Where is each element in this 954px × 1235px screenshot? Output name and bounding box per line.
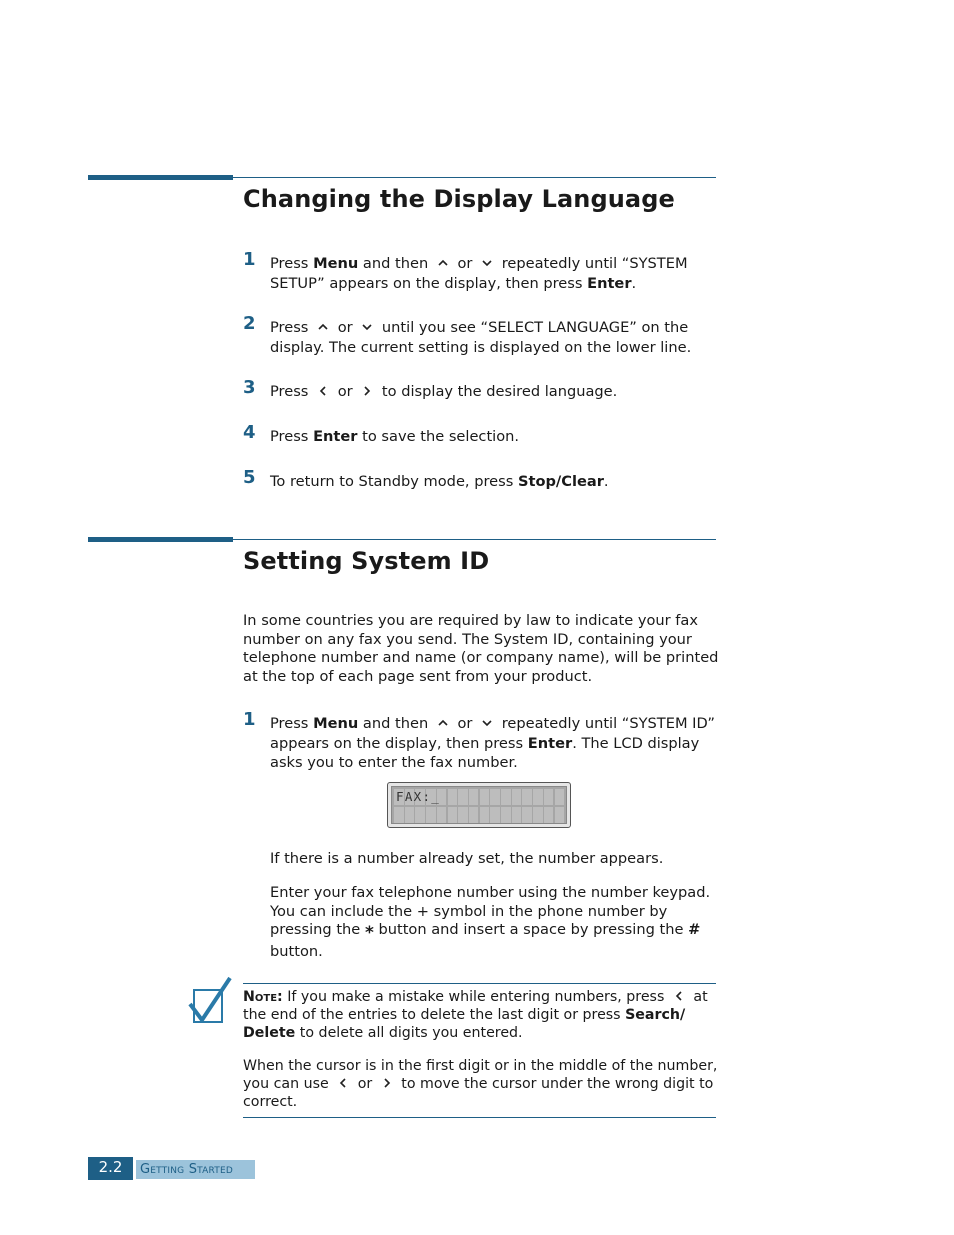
lcd-cell <box>501 789 511 805</box>
lcd-cell <box>544 807 554 823</box>
enter-number-paragraph: Enter your fax telephone number using the number keypad. You can include the + symbol in the phone number by pressing the * button and insert a space by pressing the # button. <box>270 884 711 961</box>
lcd-cell <box>512 789 522 805</box>
up-arrow-icon <box>436 716 450 730</box>
star-key-icon: * <box>364 923 374 944</box>
step-number: 3 <box>243 377 256 398</box>
down-arrow-icon <box>360 320 374 334</box>
step-number: 2 <box>243 313 256 334</box>
section-rule-thick <box>88 175 233 180</box>
intro-paragraph: In some countries you are required by law to indicate your fax number on any fax you send. The System ID, containing your telephone number and name (or company name), will be printed at the top of each page sent from your product. <box>243 612 719 686</box>
step-text: To return to Standby mode, press Stop/Clear. <box>270 473 609 490</box>
up-arrow-icon <box>436 256 450 270</box>
down-arrow-icon <box>480 716 494 730</box>
section-rule-thin <box>233 539 716 540</box>
note-top-rule <box>243 983 716 984</box>
step-text: Press Menu and then or repeatedly until “SYSTEM SETUP” appears on the display, then press Enter. <box>270 255 688 292</box>
lcd-cell <box>480 789 490 805</box>
left-arrow-icon <box>336 1076 350 1090</box>
step-number: 1 <box>243 709 256 730</box>
note-bottom-rule <box>243 1117 716 1118</box>
lcd-cell <box>480 807 490 823</box>
lcd-cell <box>522 807 532 823</box>
lcd-cell <box>426 807 436 823</box>
right-arrow-icon <box>380 1076 394 1090</box>
lcd-cell <box>501 807 511 823</box>
right-arrow-icon <box>360 384 374 398</box>
section-title-display-language: Changing the Display Language <box>243 185 675 213</box>
lcd-cell <box>522 789 532 805</box>
lcd-screen <box>391 786 567 824</box>
lcd-cell <box>448 789 458 805</box>
chapter-title: Getting Started <box>136 1160 255 1179</box>
lcd-cell <box>415 807 425 823</box>
lcd-cell <box>405 807 415 823</box>
note-paragraph-2: When the cursor is in the first digit or in the middle of the number, you can use or to move the cursor under the wrong digit to correct. <box>243 1058 718 1110</box>
note-label: Note: <box>243 989 283 1005</box>
section-rule-thick <box>88 537 233 542</box>
lcd-cell <box>490 807 500 823</box>
step-text: Press Menu and then or repeatedly until “SYSTEM ID” appears on the display, then press Enter. The LCD display asks you to enter the fax number. <box>270 715 715 771</box>
existing-number-paragraph: If there is a number already set, the number appears. <box>270 850 664 867</box>
lcd-cell <box>458 807 468 823</box>
step-text: Press or to display the desired language. <box>270 383 618 400</box>
step-text: Press or until you see “SELECT LANGUAGE” on the display. The current setting is displayed on the lower line. <box>270 319 692 356</box>
lcd-display-illustration <box>387 782 571 828</box>
lcd-cell <box>533 789 543 805</box>
lcd-cell <box>533 807 543 823</box>
lcd-text: FAX:_ <box>396 789 441 804</box>
lcd-cell <box>437 807 447 823</box>
lcd-cell <box>448 807 458 823</box>
step-number: 5 <box>243 467 256 488</box>
step-text: Press Enter to save the selection. <box>270 428 520 445</box>
lcd-cell <box>512 807 522 823</box>
lcd-cell <box>490 789 500 805</box>
left-arrow-icon <box>672 989 686 1003</box>
lcd-cell <box>469 789 479 805</box>
lcd-cell <box>458 789 468 805</box>
section-title-system-id: Setting System ID <box>243 547 490 575</box>
section-rule-thin <box>233 177 716 178</box>
lcd-cell <box>555 789 565 805</box>
note-paragraph-1: Note: If you make a mistake while entering numbers, press at the end of the entries to delete the last digit or press Search/ Delete to delete all digits you entered. <box>243 989 708 1041</box>
up-arrow-icon <box>316 320 330 334</box>
note-checkmark-icon <box>188 976 232 1028</box>
lcd-cell <box>555 807 565 823</box>
lcd-cell <box>544 789 554 805</box>
lcd-cell <box>469 807 479 823</box>
left-arrow-icon <box>316 384 330 398</box>
step-number: 4 <box>243 422 256 443</box>
page-number: 2.2 <box>88 1157 133 1180</box>
lcd-cell <box>394 807 404 823</box>
down-arrow-icon <box>480 256 494 270</box>
step-number: 1 <box>243 249 256 270</box>
